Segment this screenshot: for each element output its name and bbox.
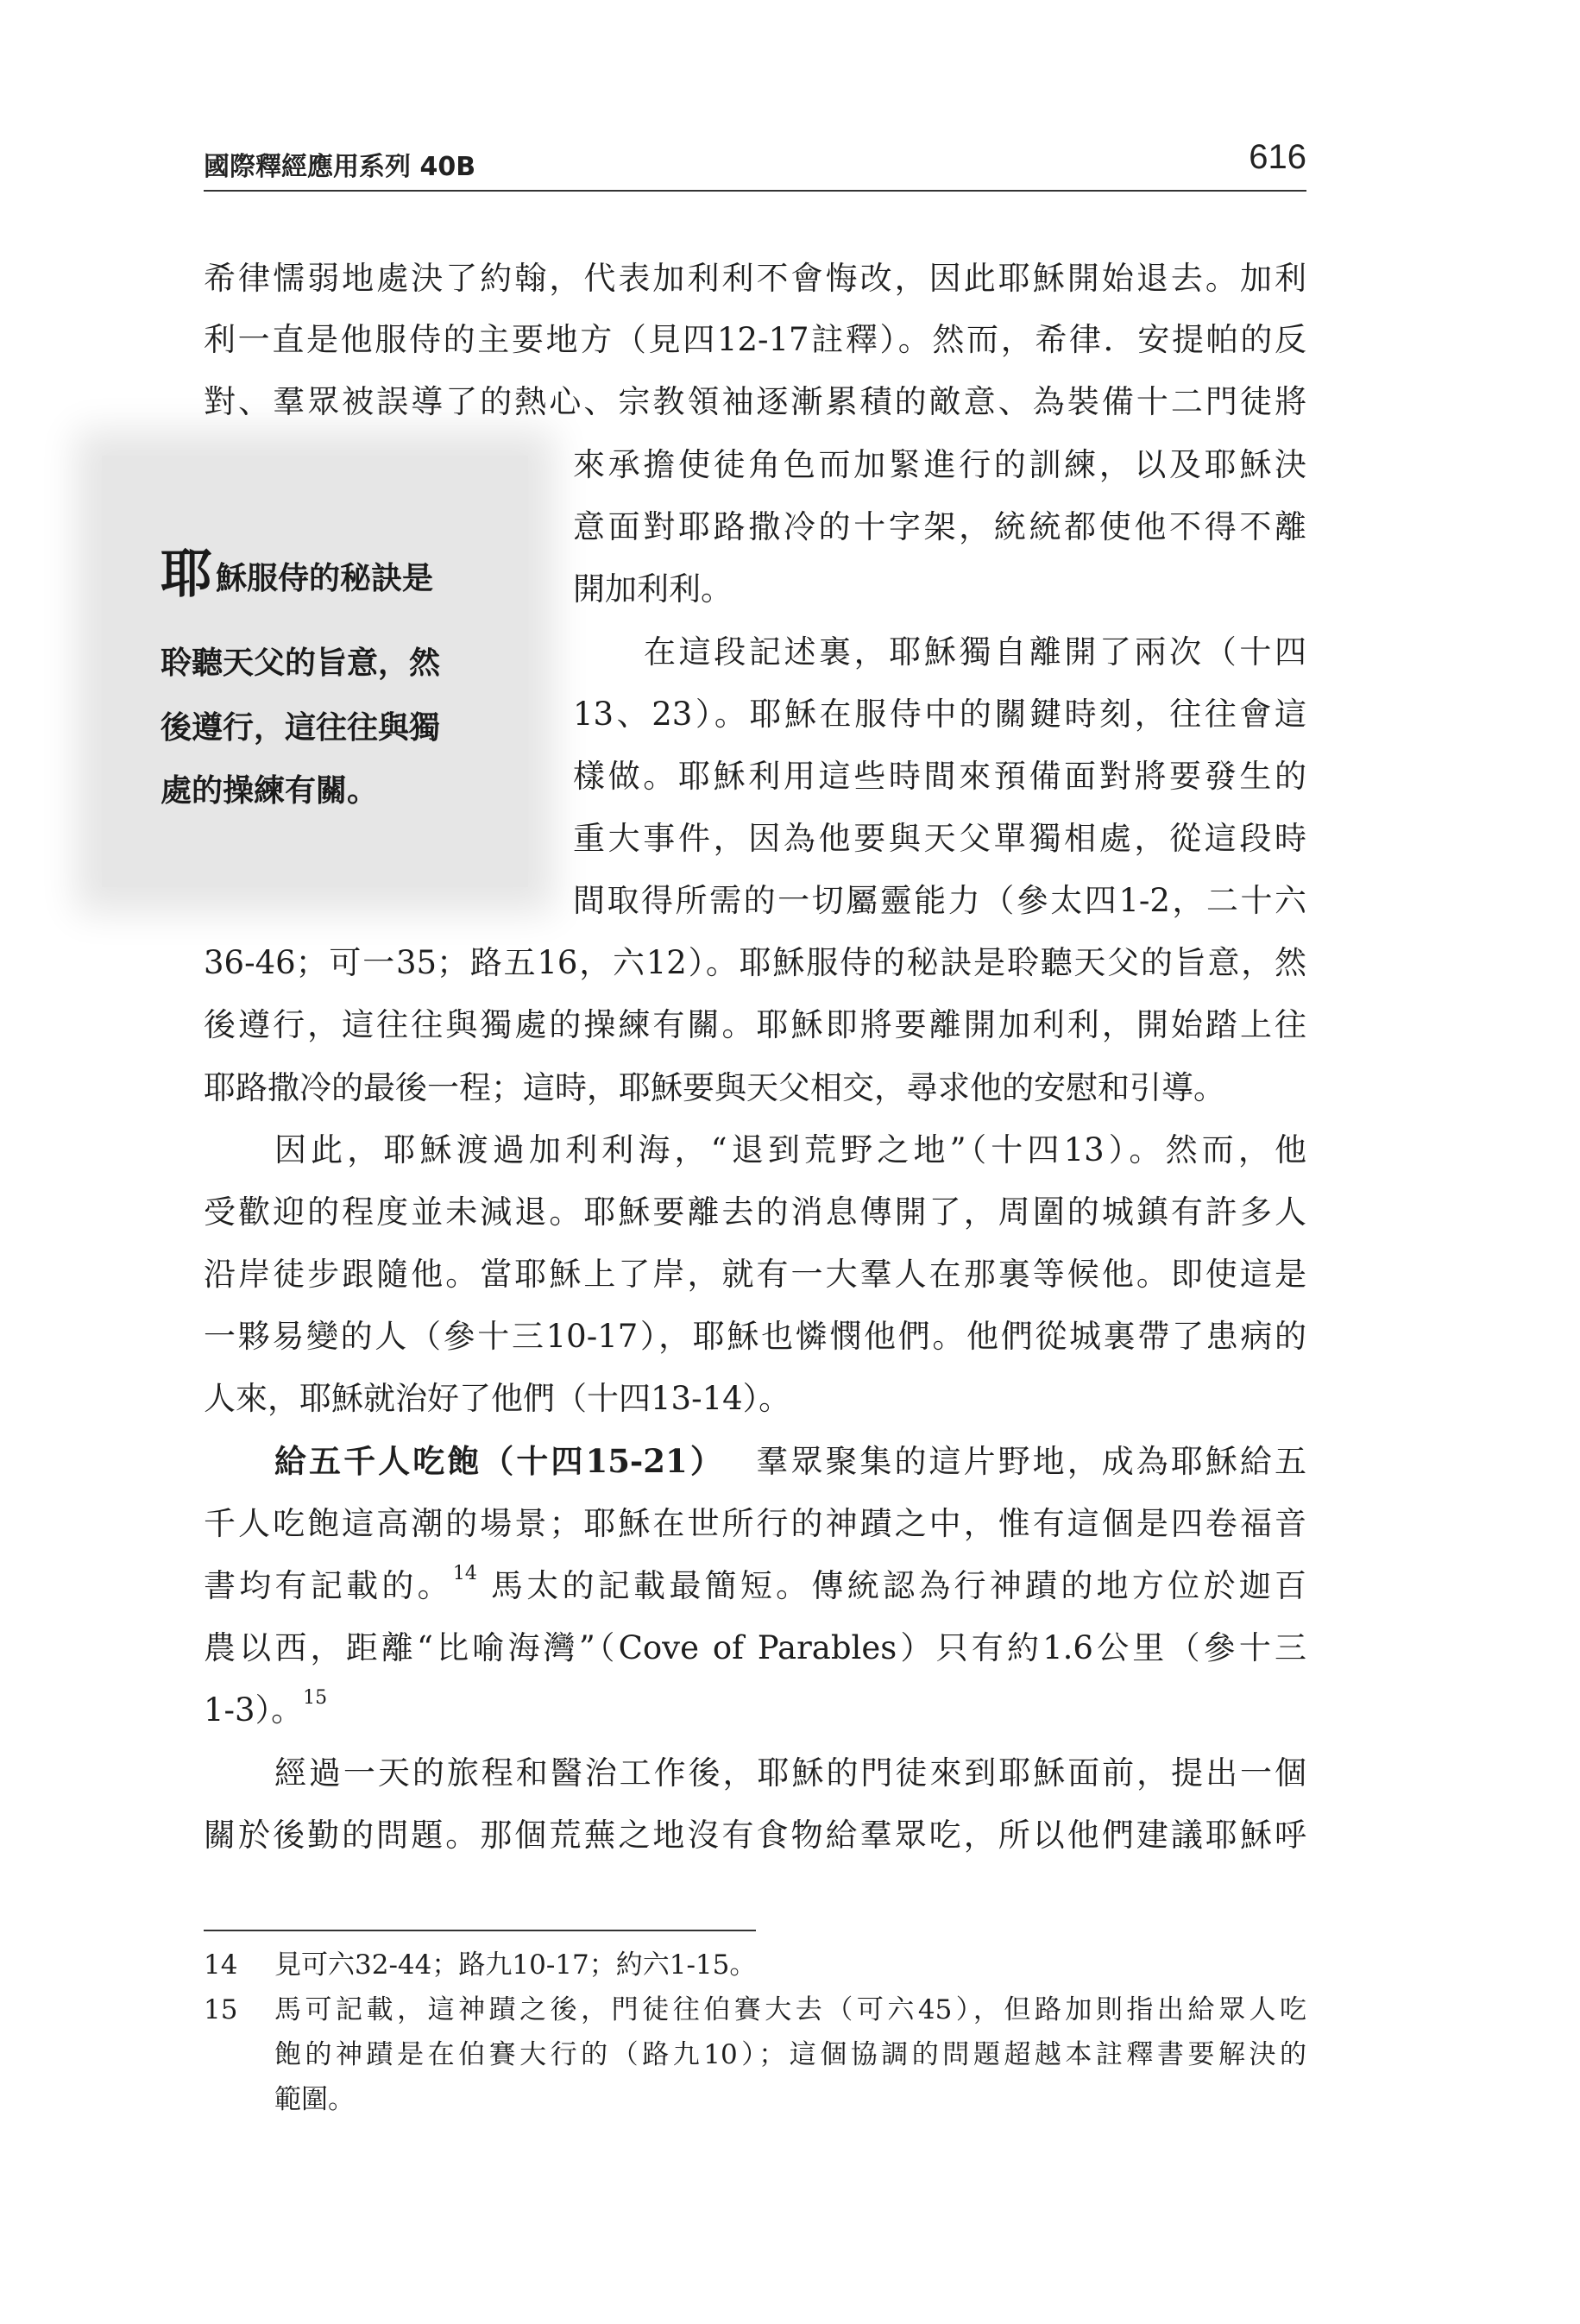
body-line: 在這段記述裏，耶穌獨自離開了兩次（十四 — [644, 633, 1306, 671]
body-line: 農以西，距離“比喻海灣”（Cove of Parables）只有約1.6公里（參十三 — [204, 1629, 1306, 1666]
body-line: 1-3）。$^{15}$ — [204, 1687, 328, 1729]
body-line: 後遵行，這往往與獨處的操練有關。耶穌即將要離開加利利，開始踏上往 — [204, 1006, 1306, 1043]
body-line: 樣做。耶穌利用這些時間來預備面對將要發生的 — [573, 758, 1306, 795]
body-line: 經過一天的旅程和醫治工作後，耶穌的門徒來到耶穌面前，提出一個 — [274, 1754, 1306, 1792]
body-line: 對、羣眾被誤導了的熱心、宗教領袖逐漸累積的敵意、為裝備十二門徒將 — [204, 383, 1306, 420]
pull-quote-line-2: 聆聽天父的旨意，然 — [161, 646, 441, 681]
section-heading-line: 給五千人吃飽（十四15-21） 羣眾聚集的這片野地，成為耶穌給五 — [274, 1442, 1307, 1480]
pull-quote-line-3: 後遵行，這往往與獨 — [161, 710, 441, 746]
body-line: 重大事件，因為他要與天父單獨相處，從這段時 — [573, 820, 1306, 857]
body-line: 開加利利。 — [573, 570, 733, 608]
body-line: 因此，耶穌渡過加利利海，“退到荒野之地”（十四13）。然而，他 — [274, 1131, 1306, 1168]
body-line: 千人吃飽這高潮的場景；耶穌在世所行的神蹟之中，惟有這個是四卷福音 — [204, 1505, 1306, 1542]
footnote-number: 15 — [204, 1994, 238, 2025]
footnote-text: 飽的神蹟是在伯賽大行的（路九10）；這個協調的問題超越本註釋書要解決的 — [274, 2039, 1306, 2070]
footnote-text: 馬可記載，這神蹟之後，門徒往伯賽大去（可六45），但路加則指出給眾人吃 — [274, 1994, 1306, 2025]
body-line: 受歡迎的程度並未減退。耶穌要離去的消息傳開了，周圍的城鎮有許多人 — [204, 1193, 1306, 1231]
footnote-text: 範圍。 — [274, 2084, 355, 2115]
body-line: 意面對耶路撒冷的十字架，統統都使他不得不離 — [573, 508, 1306, 545]
footnote-divider — [204, 1930, 756, 1931]
body-line: 希律懦弱地處決了約翰，代表加利利不會悔改，因此耶穌開始退去。加利 — [204, 260, 1306, 297]
body-line: 13、23）。耶穌在服侍中的關鍵時刻，往往會這 — [573, 696, 1306, 733]
body-line: 36-46；可一35；路五16，六12）。耶穌服侍的秘訣是聆聽天父的旨意，然 — [204, 944, 1306, 981]
series-title: 國際釋經應用系列 40B — [204, 152, 476, 182]
body-line: 利一直是他服侍的主要地方（見四12-17註釋）。然而，希律．安提帕的反 — [204, 321, 1306, 358]
footnote-number: 14 — [204, 1949, 238, 1981]
pull-quote-drop-char: 耶 — [161, 545, 212, 605]
body-line: 關於後勤的問題。那個荒蕪之地沒有食物給羣眾吃，所以他們建議耶穌呼 — [204, 1817, 1306, 1854]
footnote-text: 見可六32-44；路九10-17；約六1-15。 — [274, 1949, 757, 1981]
body-line: 耶路撒冷的最後一程；這時，耶穌要與天父相交，尋求他的安慰和引導。 — [204, 1069, 1225, 1106]
pull-quote-line-1: 耶穌服侍的秘訣是 — [161, 545, 434, 605]
body-line: 書均有記載的。$^{14}$ 馬太的記載最簡短。傳統認為行神蹟的地方位於迦百 — [204, 1563, 1306, 1604]
body-line: 人來，耶穌就治好了他們（十四13-14）。 — [204, 1380, 791, 1417]
footnote-ref[interactable]: 15 — [303, 1687, 328, 1709]
page-number: 616 — [1249, 138, 1306, 176]
footnote-ref[interactable]: 14 — [452, 1563, 477, 1584]
running-header — [204, 138, 1306, 192]
section-heading: 給五千人吃飽（十四15-21） — [274, 1442, 709, 1480]
body-line: 間取得所需的一切屬靈能力（參太四1-2，二十六 — [573, 882, 1306, 919]
body-line: 沿岸徒步跟隨他。當耶穌上了岸，就有一大羣人在那裏等候他。即使這是 — [204, 1256, 1306, 1293]
pull-quote-line-4: 處的操練有關。 — [161, 773, 379, 809]
body-line: 來承擔使徒角色而加緊進行的訓練，以及耶穌決 — [573, 446, 1306, 483]
body-line: 一夥易變的人（參十三10-17），耶穌也憐憫他們。他們從城裏帶了患病的 — [204, 1318, 1306, 1355]
